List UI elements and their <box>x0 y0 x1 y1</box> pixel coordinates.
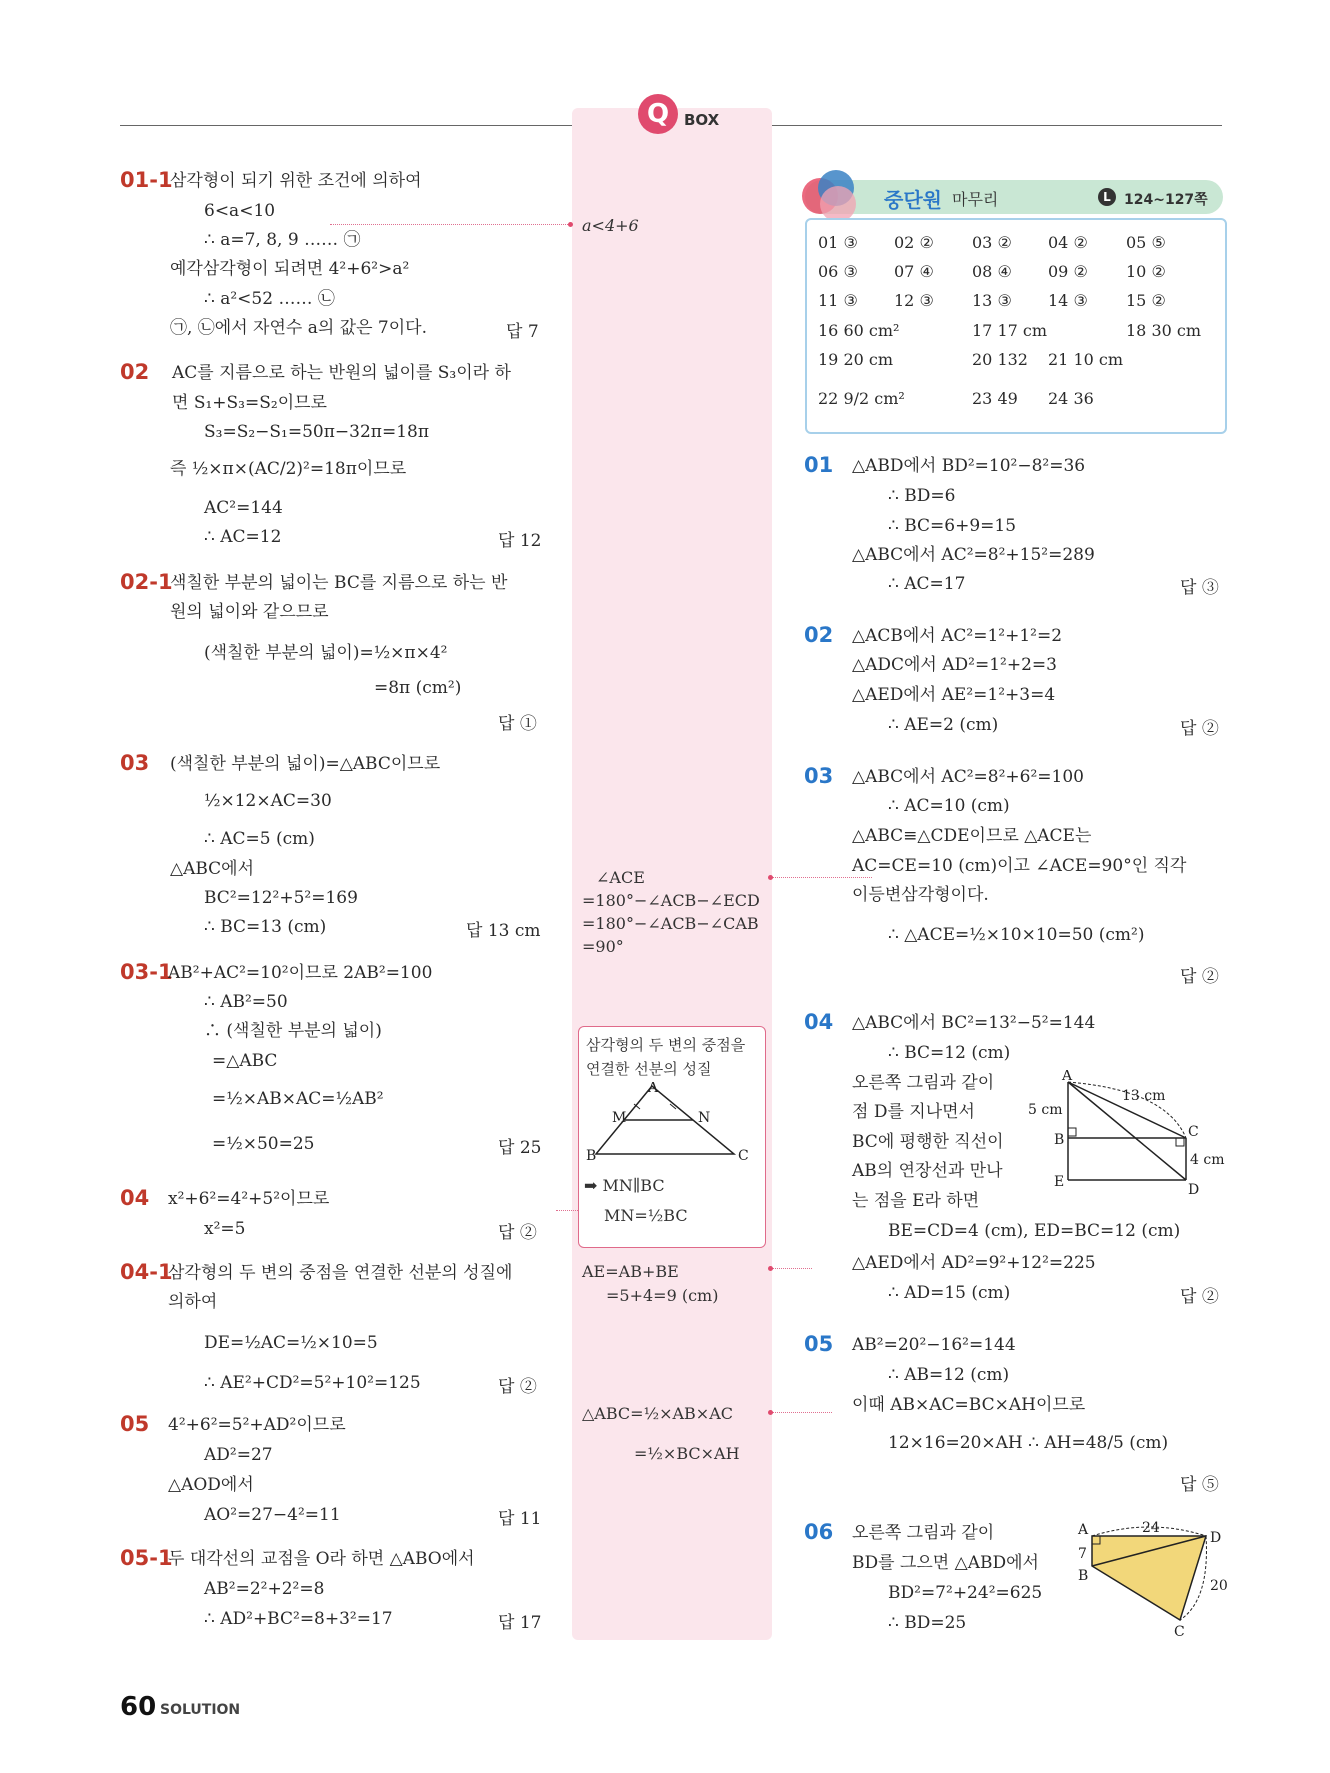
solution-line: ∴ AD=15 (cm) <box>888 1283 1011 1303</box>
solution-line: △ABD에서 BD²=10²−8²=36 <box>852 456 1086 476</box>
problem-number: 06 <box>804 1520 834 1544</box>
summary-answer: 24 36 <box>1048 389 1094 408</box>
solution-line: BC에 평행한 직선이 <box>852 1132 1004 1152</box>
answer-label: 답 ② <box>498 1377 537 1397</box>
page-ref-icon: L <box>1098 188 1116 206</box>
footer-brand: SOLUTION <box>160 1702 241 1718</box>
answer-label: 답 12 <box>498 531 542 551</box>
solution-line: ∴ BD=25 <box>888 1613 967 1633</box>
summary-answer: 23 49 <box>972 389 1018 408</box>
solution-line: ∴ △ACE=½×10×10=50 (cm²) <box>888 925 1145 945</box>
problem-number: 05 <box>804 1332 834 1356</box>
solution-line: △ABC≡△CDE이므로 △ACE는 <box>852 826 1092 846</box>
answer-label: 답 ⑤ <box>1180 1475 1219 1495</box>
summary-answer: 04 ② <box>1048 233 1088 252</box>
solution-line: ∴ a=7, 8, 9 …… ㉠ <box>204 230 361 250</box>
side-note: ∠ACE <box>596 868 645 887</box>
solution-line: ∴ AE=2 (cm) <box>888 715 999 735</box>
side-note: =5+4=9 (cm) <box>606 1286 719 1305</box>
q-box-logo: Q <box>638 94 678 134</box>
solution-line: △ADC에서 AD²=1²+2=3 <box>852 655 1057 675</box>
answer-label: 답 ③ <box>1180 578 1219 598</box>
summary-answer: 14 ③ <box>1048 291 1088 310</box>
summary-answer: 05 ⑤ <box>1126 233 1166 252</box>
summary-page-ref: 124~127쪽 <box>1124 192 1208 208</box>
problem-number: 03 <box>804 764 834 788</box>
solution-line: 의하여 <box>168 1292 218 1312</box>
leader-line <box>556 1210 578 1211</box>
summary-answer: 09 ② <box>1048 262 1088 281</box>
figure-label: 7 <box>1078 1546 1087 1562</box>
summary-answer: 20 132 <box>972 350 1028 369</box>
summary-answer: 10 ② <box>1126 262 1166 281</box>
answer-label: 답 ② <box>1180 719 1219 739</box>
answer-label: 답 17 <box>498 1613 542 1633</box>
solution-line: (색칠한 부분의 넓이)=½×π×4² <box>204 643 448 663</box>
midpoint-triangle-diagram <box>586 1082 756 1162</box>
answer-label: 답 ② <box>1180 1287 1219 1307</box>
solution-line: S₃=S₂−S₁=50π−32π=18π <box>204 422 430 442</box>
solution-line: ∴ BD=6 <box>888 486 956 506</box>
callout-line: ➡ MN∥BC <box>584 1176 665 1195</box>
figure-label: D <box>1210 1530 1222 1546</box>
summary-answer: 15 ② <box>1126 291 1166 310</box>
solution-line: ∴ BC=12 (cm) <box>888 1043 1011 1063</box>
figure-04-diagram <box>1026 1070 1226 1200</box>
solution-line: 예각삼각형이 되려면 4²+6²>a² <box>170 259 410 279</box>
summary-answer: 16 60 cm² <box>818 321 900 340</box>
figure-label: 20 <box>1210 1578 1228 1594</box>
summary-answer: 06 ③ <box>818 262 858 281</box>
answer-label: 답 ② <box>1180 967 1219 987</box>
side-note: =180°−∠ACB−∠ECD <box>582 891 760 910</box>
shaded-quadrilateral <box>1092 1536 1206 1620</box>
solution-line: 이등변삼각형이다. <box>852 885 989 905</box>
solution-line: ∴ AD²+BC²=8+3²=17 <box>204 1609 393 1629</box>
problem-number: 03 <box>120 751 150 775</box>
side-note: △ABC=½×AB×AC <box>582 1404 733 1423</box>
problem-number: 01 <box>804 453 834 477</box>
side-note: =180°−∠ACB−∠CAB <box>582 914 759 933</box>
solution-line: 오른쪽 그림과 같이 <box>852 1073 995 1093</box>
solution-line: BC²=12²+5²=169 <box>204 888 358 908</box>
summary-answer: 21 10 cm <box>1048 350 1124 369</box>
solution-line: DE=½AC=½×10=5 <box>204 1333 378 1353</box>
problem-number: 02 <box>804 623 834 647</box>
summary-header-graphic <box>802 170 860 222</box>
solution-line: △ABC에서 AC²=8²+15²=289 <box>852 545 1095 565</box>
solution-line: x²+6²=4²+5²이므로 <box>168 1189 330 1209</box>
solution-line: 점 D를 지나면서 <box>852 1102 975 1122</box>
figure-label: C <box>1174 1624 1185 1640</box>
solution-line: 삼각형의 두 변의 중점을 연결한 선분의 성질에 <box>168 1263 513 1283</box>
solution-line: AO²=27−4²=11 <box>204 1505 341 1525</box>
solution-line: ∴ AC=17 <box>888 574 966 594</box>
figure-label: B <box>1078 1568 1089 1584</box>
right-angle-mark <box>1068 1128 1076 1136</box>
page-number: 60 <box>120 1692 157 1722</box>
solution-line: 6<a<10 <box>204 201 276 221</box>
figure-06-diagram <box>1070 1520 1230 1640</box>
summary-answer: 07 ④ <box>894 262 934 281</box>
leader-dot <box>768 1266 773 1271</box>
solution-line: AC=CE=10 (cm)이고 ∠ACE=90°인 직각 <box>852 856 1187 876</box>
problem-number: 04 <box>120 1186 150 1210</box>
leader-line <box>772 877 872 878</box>
solution-line: 원의 넓이와 같으므로 <box>170 602 329 622</box>
diagram-label: B <box>586 1148 597 1162</box>
diagram-label: C <box>738 1148 749 1162</box>
problem-number: 05 <box>120 1412 150 1436</box>
solution-line: AD²=27 <box>204 1445 273 1465</box>
q-box-label: BOX <box>684 111 720 129</box>
solution-line: △ABC에서 <box>170 859 255 879</box>
solution-line: △AED에서 AD²=9²+12²=225 <box>852 1253 1096 1273</box>
solution-line: =△ABC <box>212 1051 278 1071</box>
side-note: =½×BC×AH <box>634 1444 740 1463</box>
solution-line: ∴ a²<52 …… ㉡ <box>204 289 335 309</box>
problem-number: 03-1 <box>120 960 173 984</box>
solution-line: 이때 AB×AC=BC×AH이므로 <box>852 1395 1086 1415</box>
solution-line: 즉 ½×π×(AC/2)²=18π이므로 <box>170 459 407 479</box>
answer-label: 답 ② <box>498 1223 537 1243</box>
header-rule-left <box>120 125 572 126</box>
leader-line <box>772 1268 812 1269</box>
solution-line: =½×AB×AC=½AB² <box>212 1089 384 1109</box>
side-note: =90° <box>582 937 624 956</box>
summary-answer: 03 ② <box>972 233 1012 252</box>
leader-dot <box>768 875 773 880</box>
summary-answer: 02 ② <box>894 233 934 252</box>
summary-answer: 22 9/2 cm² <box>818 389 905 408</box>
summary-answer: 12 ③ <box>894 291 934 310</box>
solution-line: 면 S₁+S₃=S₂이므로 <box>172 393 327 413</box>
figure-label: D <box>1188 1182 1200 1198</box>
callout-title: 연결한 선분의 성질 <box>586 1060 712 1078</box>
summary-answer: 18 30 cm <box>1126 321 1202 340</box>
summary-subtitle: 마무리 <box>952 190 999 209</box>
right-angle-mark <box>1176 1138 1184 1146</box>
figure-label: E <box>1054 1174 1065 1190</box>
summary-answer: 19 20 cm <box>818 350 894 369</box>
solution-line: =½×50=25 <box>212 1134 315 1154</box>
leader-dot <box>768 1410 773 1415</box>
summary-answer: 08 ④ <box>972 262 1012 281</box>
diagram-label: A <box>648 1082 659 1096</box>
solution-line: ∴ AC=5 (cm) <box>204 829 315 849</box>
callout-line: MN=½BC <box>604 1206 688 1225</box>
problem-number: 02-1 <box>120 570 173 594</box>
figure-label: C <box>1188 1124 1199 1140</box>
answer-label: 답 11 <box>498 1509 542 1529</box>
figure-label: 24 <box>1142 1520 1160 1536</box>
diagram-label: M <box>612 1110 627 1126</box>
solution-line: AB²=2²+2²=8 <box>204 1579 325 1599</box>
answer-label: 답 7 <box>506 322 539 342</box>
solution-line: AC를 지름으로 하는 반원의 넓이를 S₃이라 하 <box>172 363 511 383</box>
solution-line: 두 대각선의 교점을 O라 하면 △ABO에서 <box>168 1549 475 1569</box>
diagram-label: N <box>698 1110 711 1126</box>
figure-label: A <box>1062 1070 1073 1084</box>
solution-line: △ABC에서 BC²=13²−5²=144 <box>852 1013 1096 1033</box>
solution-line: 오른쪽 그림과 같이 <box>852 1523 995 1543</box>
solution-line: AC²=144 <box>204 498 283 518</box>
solution-line: BD²=7²+24²=625 <box>888 1583 1043 1603</box>
solution-line: 삼각형이 되기 위한 조건에 의하여 <box>170 171 422 191</box>
solution-line: AB의 연장선과 만나 <box>852 1161 1003 1181</box>
problem-number: 04-1 <box>120 1260 173 1284</box>
problem-number: 04 <box>804 1010 834 1034</box>
figure-label: 13 cm <box>1122 1088 1166 1104</box>
solution-line: ∴ AB²=50 <box>204 992 288 1012</box>
summary-answer: 01 ③ <box>818 233 858 252</box>
solution-line: 4²+6²=5²+AD²이므로 <box>168 1415 346 1435</box>
solution-line: ∴ AC=12 <box>204 527 282 547</box>
solution-line: △ACB에서 AC²=1²+1²=2 <box>852 626 1063 646</box>
solution-line: (색칠한 부분의 넓이)=△ABC이므로 <box>170 754 441 774</box>
summary-answer: 13 ③ <box>972 291 1012 310</box>
solution-line: ½×12×AC=30 <box>204 791 332 811</box>
problem-number: 05-1 <box>120 1546 173 1570</box>
callout-title: 삼각형의 두 변의 중점을 <box>586 1036 746 1054</box>
figure-label: B <box>1054 1132 1065 1148</box>
solution-line: 는 점을 E라 하면 <box>852 1191 980 1211</box>
problem-number: 01-1 <box>120 168 173 192</box>
summary-title: 중단원 <box>884 188 942 212</box>
solution-line: ∴ AC=10 (cm) <box>888 796 1010 816</box>
solution-line: ∴ BC=13 (cm) <box>204 917 327 937</box>
solution-line: 12×16=20×AH ∴ AH=48/5 (cm) <box>888 1433 1169 1453</box>
solution-line: BD를 그으면 △ABD에서 <box>852 1553 1039 1573</box>
summary-answer: 17 17 cm <box>972 321 1048 340</box>
side-note: AE=AB+BE <box>582 1262 679 1281</box>
solution-line: ∴ AE²+CD²=5²+10²=125 <box>204 1373 421 1393</box>
solution-line: ㉠, ㉡에서 자연수 a의 값은 7이다. <box>170 318 427 338</box>
leader-line <box>772 1412 832 1413</box>
side-note: a<4+6 <box>582 216 639 235</box>
leader-dot <box>568 222 573 227</box>
solution-line: △AOD에서 <box>168 1475 254 1495</box>
summary-answer: 11 ③ <box>818 291 858 310</box>
solution-line: AB²=20²−16²=144 <box>852 1335 1016 1355</box>
figure-label: 4 cm <box>1190 1152 1225 1168</box>
problem-number: 02 <box>120 360 150 384</box>
solution-line: 색칠한 부분의 넓이는 BC를 지름으로 하는 반 <box>170 573 508 593</box>
solution-line: ∴ (색칠한 부분의 넓이) <box>204 1021 382 1041</box>
answer-label: 답 ① <box>498 714 537 734</box>
solution-line: =8π (cm²) <box>374 678 462 698</box>
solution-line: △AED에서 AE²=1²+3=4 <box>852 685 1056 705</box>
answer-label: 답 13 cm <box>466 921 541 941</box>
solution-line: ∴ BC=6+9=15 <box>888 516 1017 536</box>
header-rule-right <box>772 125 1222 126</box>
figure-label: A <box>1078 1522 1089 1538</box>
answer-label: 답 25 <box>498 1138 542 1158</box>
solution-line: ∴ AB=12 (cm) <box>888 1365 1010 1385</box>
solution-line: AB²+AC²=10²이므로 2AB²=100 <box>168 963 433 983</box>
solution-line: BE=CD=4 (cm), ED=BC=12 (cm) <box>888 1221 1181 1241</box>
leader-line <box>330 224 570 225</box>
solution-line: x²=5 <box>204 1219 246 1239</box>
solution-line: △ABC에서 AC²=8²+6²=100 <box>852 767 1084 787</box>
figure-label: 5 cm <box>1028 1102 1063 1118</box>
